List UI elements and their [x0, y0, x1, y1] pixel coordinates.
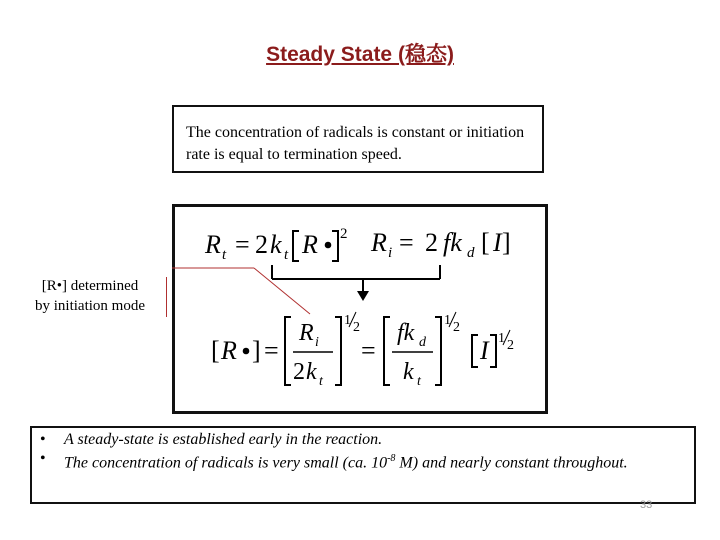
svg-text:k: k	[403, 359, 414, 385]
radical-annotation	[10, 276, 170, 316]
svg-text:1: 1	[444, 313, 451, 328]
svg-text:1: 1	[344, 313, 351, 328]
svg-text:t: t	[319, 374, 323, 389]
svg-text:t: t	[417, 374, 421, 389]
page-number: 33	[640, 499, 653, 511]
page-title: Steady State (稳态)	[266, 43, 454, 66]
note-2-exponent: -8	[387, 453, 396, 464]
svg-text:2: 2	[353, 320, 360, 335]
svg-text:I: I	[480, 336, 489, 365]
annotation-bracket	[166, 277, 173, 317]
bullet-icon: •	[40, 431, 46, 448]
initiation-rate-equation	[370, 228, 511, 261]
svg-text:=: =	[361, 336, 376, 365]
svg-text:k: k	[306, 359, 317, 385]
svg-text:2: 2	[255, 230, 268, 259]
svg-text:2: 2	[293, 359, 305, 385]
definition-text: The concentration of radicals is constant or initiation rate is equal to termination speed.	[186, 124, 525, 163]
note-2-text: The concentration of radicals is very small (ca. 10	[64, 454, 388, 472]
svg-text:1: 1	[498, 331, 505, 346]
note-item-2	[40, 449, 686, 472]
svg-text:t: t	[284, 247, 289, 263]
svg-text:=: =	[235, 230, 250, 259]
svg-text:fk: fk	[443, 228, 462, 257]
notes-box	[30, 426, 696, 504]
svg-text:R: R	[302, 230, 318, 259]
svg-text:]: ]	[252, 336, 261, 365]
connector-arrow	[272, 265, 440, 301]
svg-text:2: 2	[425, 228, 438, 257]
svg-text:I: I	[493, 228, 502, 257]
steady-state-equation	[211, 312, 514, 389]
svg-text:d: d	[467, 245, 475, 261]
note-1-text: A steady-state is established early in the reaction.	[64, 431, 383, 448]
svg-text:fk: fk	[397, 320, 415, 346]
equations-box	[172, 204, 548, 414]
svg-text:i: i	[388, 245, 393, 261]
termination-rate-equation	[204, 226, 348, 263]
svg-text:2: 2	[453, 320, 460, 335]
annotation-line-2: by initiation mode	[35, 298, 145, 314]
svg-text:i: i	[315, 335, 319, 350]
svg-text:R: R	[205, 230, 221, 259]
svg-text:2: 2	[340, 226, 348, 242]
svg-text:[: [	[211, 336, 220, 365]
note-item-1	[40, 430, 686, 449]
annotation-line-1: [R•] determined	[41, 278, 139, 294]
svg-text:[: [	[481, 228, 490, 257]
svg-text:R: R	[299, 320, 314, 346]
svg-text:2: 2	[507, 338, 514, 353]
equations-figure	[175, 207, 551, 417]
svg-text:k: k	[270, 230, 282, 259]
svg-text:=: =	[399, 228, 414, 257]
note-2-text-end: M) and nearly constant throughout.	[395, 454, 628, 472]
svg-text:R: R	[221, 336, 237, 365]
steady-state-definition-box	[172, 105, 544, 173]
bullet-icon: •	[40, 450, 46, 467]
svg-text:R: R	[371, 228, 387, 257]
svg-text:]: ]	[502, 228, 511, 257]
svg-text:=: =	[264, 336, 279, 365]
svg-text:d: d	[419, 335, 426, 350]
svg-text:t: t	[222, 247, 227, 263]
